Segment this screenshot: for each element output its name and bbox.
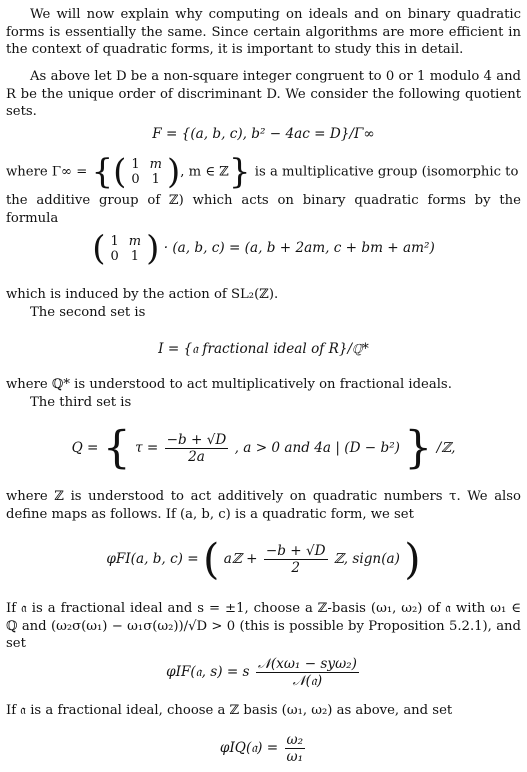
paragraph-third-set: The third set is <box>30 395 132 410</box>
paragraph-induced: which is induced by the action of SL₂(ℤ). <box>6 287 279 302</box>
paragraph-second-set: The second set is <box>30 305 146 320</box>
phi-FI-fraction: $\frac{-b + √D}{2}$ <box>265 543 326 576</box>
phi-IF-fraction: $\frac{\text{𝒩(xω₁ − syω₂)}}{\text{𝒩(𝔞)}}$ <box>257 656 357 689</box>
paragraph-fractional-ideal-basis: If 𝔞 is a fractional ideal and s = ±1, choose a ℤ-basis (ω₁, ω₂) of 𝔞 with ω₁ ∈ ℚ and (ω₂σ(ω₁) − ω₁σ(ω₂))/√D > 0 (this is possible by Proposition 5.2.1), and set <box>6 601 521 652</box>
equation-F: F = {(a, b, c), b² − 4ac = D}/Γ∞ <box>152 126 375 142</box>
paragraph-additive-group: the additive group of ℤ) which acts on binary quadratic forms by the formula <box>6 193 521 226</box>
equation-Q: Q = { τ = $\frac{-b + √D}{2a}$ , a > 0 and 4a | (D − b²) } /ℤ, <box>71 422 456 474</box>
equation-phi-FI: φFI(a, b, c) = ( aℤ + $\frac{-b + √D}{2}$ ℤ, sign(a) ) <box>106 534 421 584</box>
paragraph-definitions: As above let D be a non-square integer congruent to 0 or 1 modulo 4 and R be the unique order of discriminant D. We consider the following quotient sets. <box>6 69 521 120</box>
gamma-description: is a multiplicative group (isomorphic to <box>254 164 519 180</box>
equation-phi-IQ: φIQ(𝔞) = $\frac{\text{ω₂}}{\text{ω₁}}$ <box>219 732 304 765</box>
action-matrix: 1 m 0 1 <box>110 234 142 264</box>
equation-action: ( 1 m 0 1 ) · (a, b, c) = (a, b + 2am, c + bm + am²) <box>92 228 435 269</box>
paragraph-gamma: where Γ∞ = {( 1 m 0 1 ), m ∈ ℤ} is a multiplicative group (isomorphic to <box>6 152 519 192</box>
gamma-label: where Γ∞ = <box>6 164 88 180</box>
paragraph-intro: We will now explain why computing on ideals and on binary quadratic forms is essentially the same. Since certain algorithms are more efficient in the context of quadratic forms, it is important to study this in detail. <box>6 7 521 58</box>
gamma-matrix: 1 m 0 1 <box>131 156 162 187</box>
paragraph-Q-star: where ℚ* is understood to act multiplicatively on fractional ideals. <box>6 377 452 392</box>
equation-I: I = {𝔞 fractional ideal of R}/ℚ* <box>158 341 369 357</box>
equation-phi-IF: φIF(𝔞, s) = s $\frac{\text{𝒩(xω₁ − syω₂)}}{\text{𝒩(𝔞)}}$ <box>166 656 357 689</box>
paragraph-Z-action: where ℤ is understood to act additively on quadratic numbers τ. We also define maps as follows. If (a, b, c) is a quadratic form, we set <box>6 489 521 522</box>
paragraph-Z-basis: If 𝔞 is a fractional ideal, choose a ℤ basis (ω₁, ω₂) as above, and set <box>6 703 453 718</box>
gamma-condition: , m ∈ ℤ <box>180 164 229 180</box>
tau-fraction: $\frac{-b + √D}{2a}$ <box>166 432 227 465</box>
phi-IQ-fraction: $\frac{\text{ω₂}}{\text{ω₁}}$ <box>286 732 304 765</box>
